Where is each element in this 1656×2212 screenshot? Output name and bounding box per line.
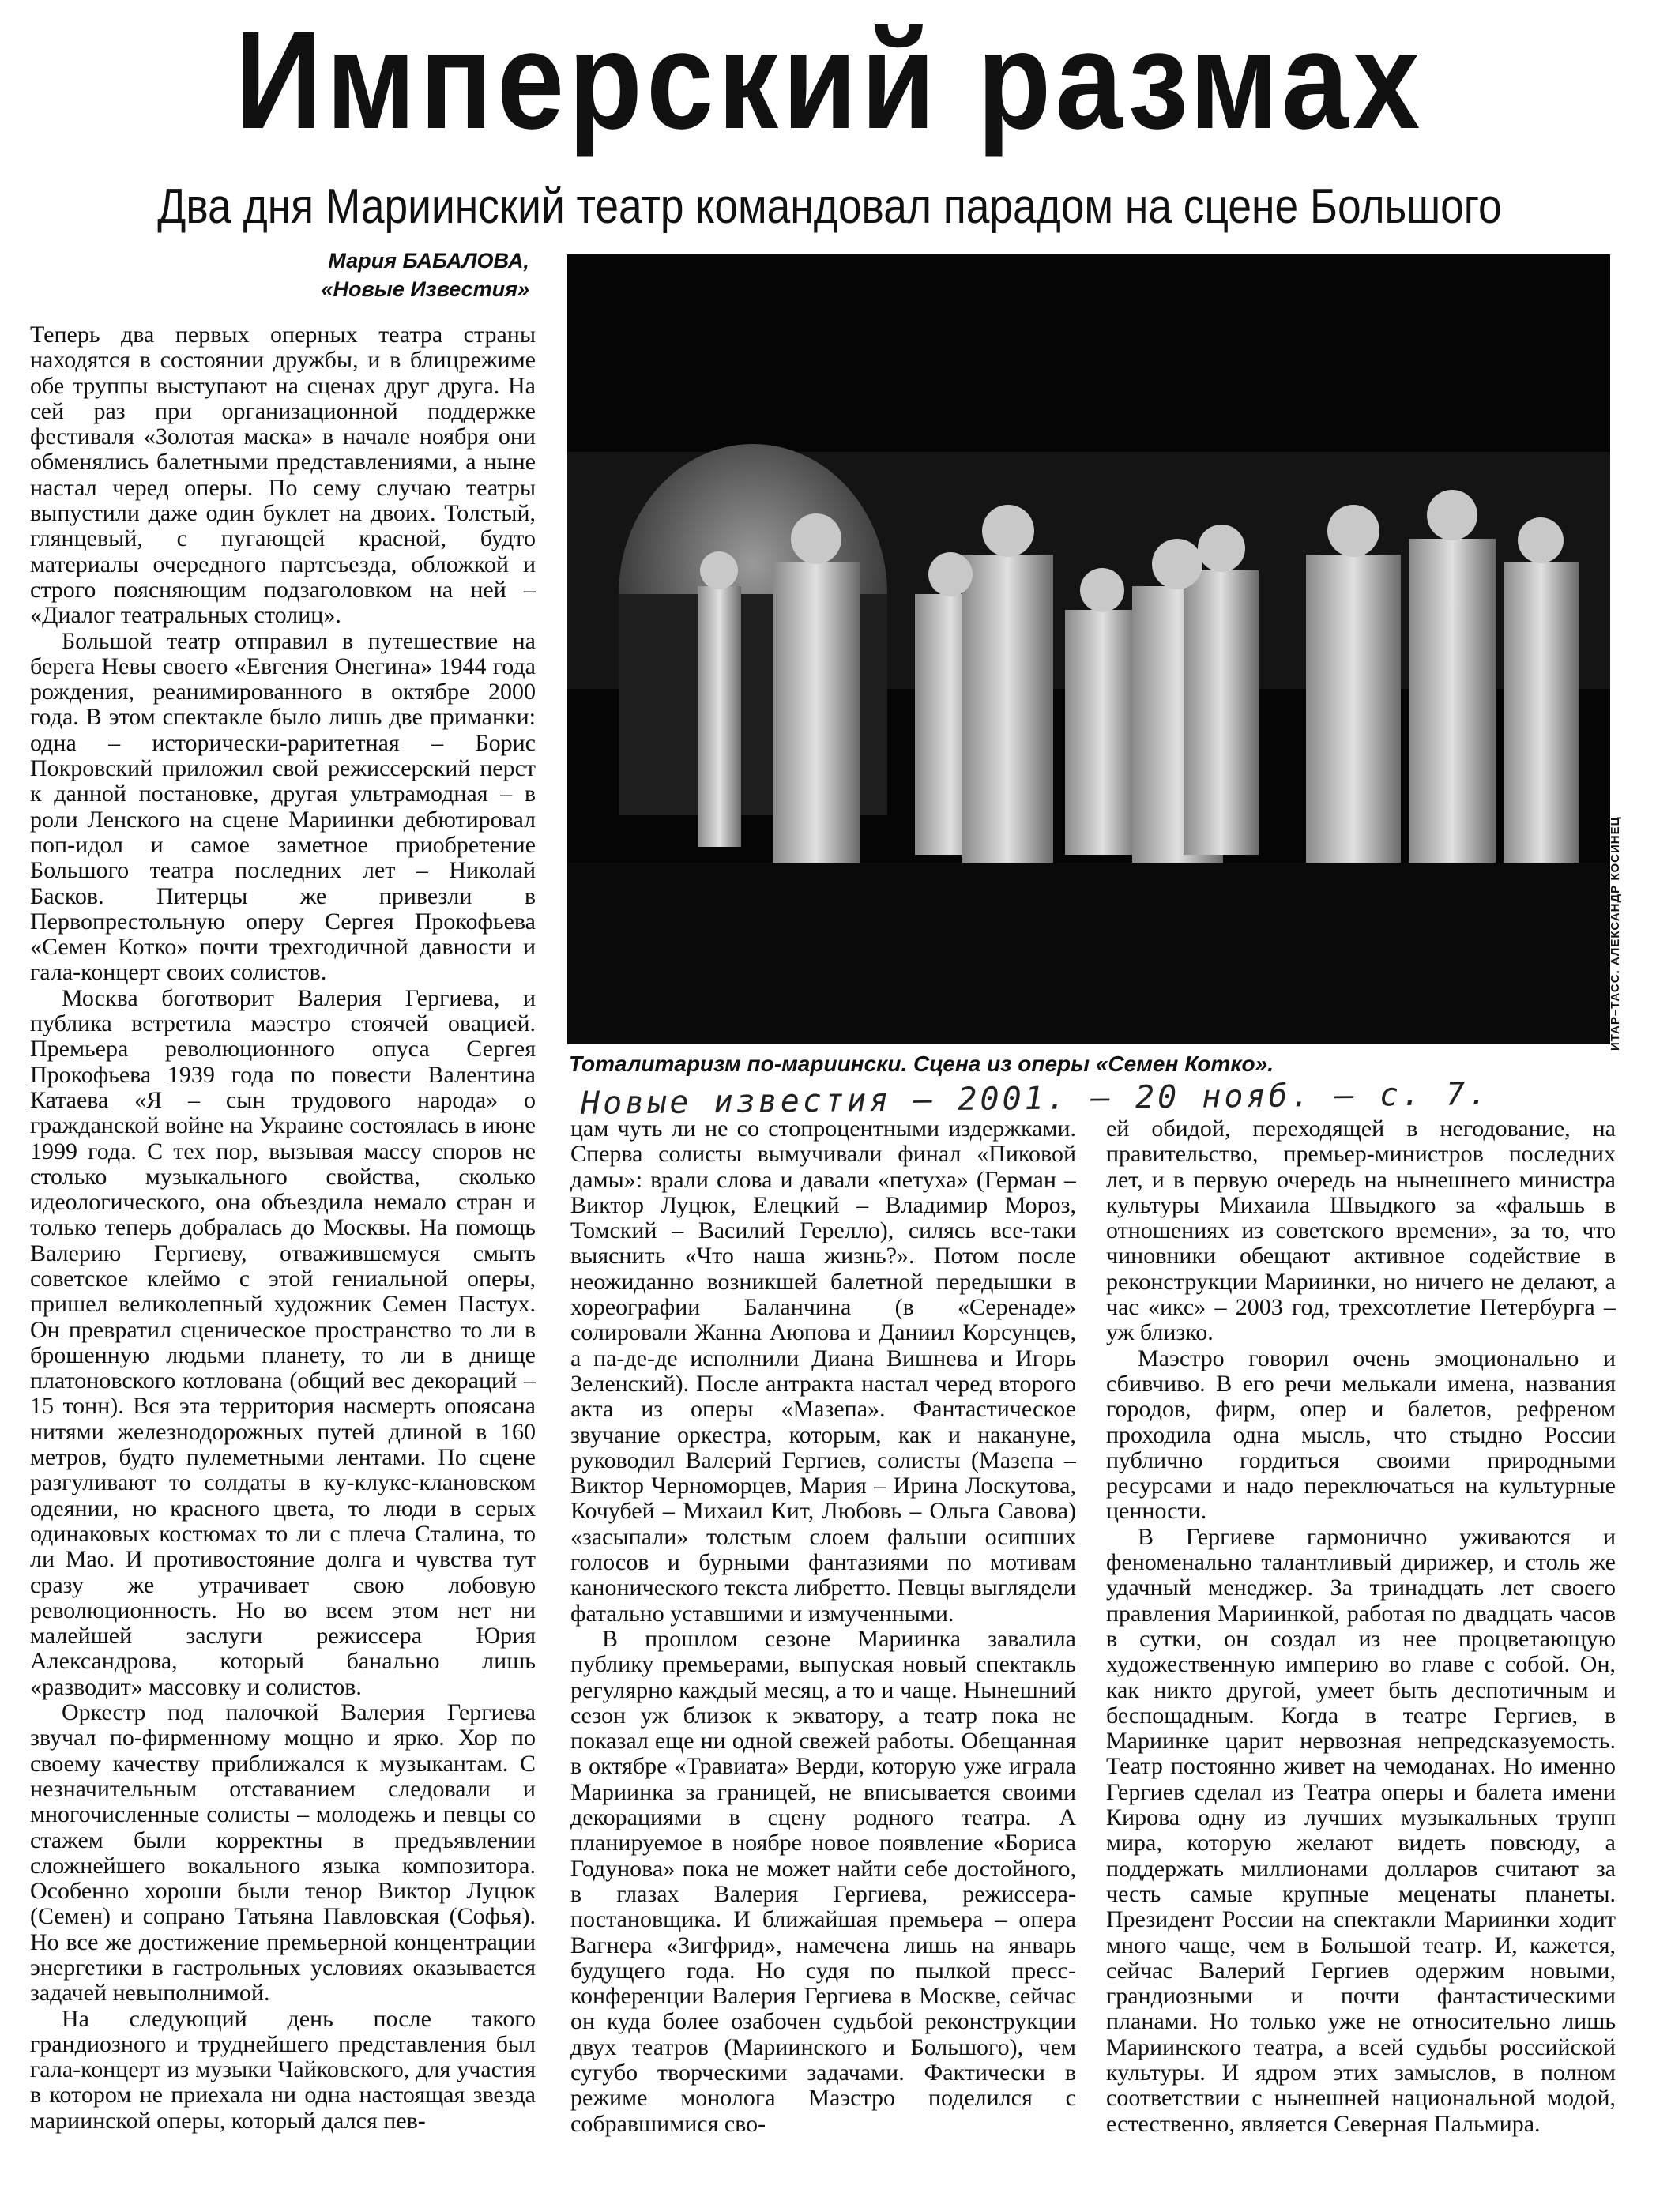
opera-scene-photo — [567, 254, 1610, 1044]
byline-author: Мария БАБАЛОВА, — [328, 249, 529, 273]
paragraph: Большой театр отправил в путешествие на берега Невы своего «Евгения Онегина» 1944 года рождения, реанимированного в октябре 2000 года. В этом спектакле было лишь две приманки: одна – исторически-раритетная – Борис Покровский приложил свой режиссерский перст к данной постановке, другая ультрамодная – в роли Ленского на сцене Мариинки дебютировал поп-идол и самое заметное приобретение Большого театра последних лет – Николай Басков. Питерцы же привезли в Первопрестольную оперу Сергея Прокофьева «Семен Котко» почти трехгодичной давности и гала-концерт своих солистов. — [30, 627, 536, 986]
byline-outlet: «Новые Известия» — [321, 277, 529, 301]
article-column-2 — [570, 1116, 1076, 2212]
paragraph: В Гергиеве гармонично уживаются и феноменально талантливый дирижер, и столь же удачный менеджер. За тринадцать лет своего правления Мариинкой, работая по двадцать часов в сутки, он создал из нее процветающую художественную империю во главе с собой. Он, как никто другой, умеет быть деспотичным и беспощадным. Когда в театре Гергиев, в Мариинке царит нервозная непредсказуемость. Театр постоянно живет на чемоданах. Но именно Гергиев сделал из Театра оперы и балета имени Кирова одну из лучших музыкальных трупп мира, которую желают видеть повсюду, а поддержать миллионами долларов считают за честь самые крупные меценаты планеты. Президент России на спектакли Мариинки ходит много чаще, чем в Большой театр. И, кажется, сейчас Валерий Гергиев одержим новыми, грандиозными и почти фантастическими планами. Но только уже не относительно лишь Мариинского театра, а всей судьбы российской культуры. И ядром этих замыслов, в полном соответствии с нынешней национальной модой, естественно, является Северная Пальмира. — [1106, 1523, 1616, 2137]
paragraph: Москва боготворит Валерия Гергиева, и публика встретила маэстро стоячей овацией. Премьера революционного опуса Сергея Прокофьева 1939 года по повести Валентина Катаева «Я – сын трудового народа» о гражданской войне на Украине состоялась в июне 1999 года. С тех пор, вызывая массу споров не столько музыкального свойства, сколько идеологического, она объездила немало стран и только теперь добралась до Москвы. На помощь Валерию Гергиеву, отважившемуся смыть советское клеймо с этой гениальной оперы, пришел великолепный художник Семен Пастух. Он превратил сценическое пространство то ли в брошенную людьми планету, то ли в днище платоновского котлована (общий вес декораций – 15 тонн). Вся эта территория насмерть опоясана нитями железнодорожных путей длиной в 160 метров, будто пулеметными лентами. По сцене разгуливают то солдаты в ку-клукс-клановском одеянии, но красного цвета, то люди в серых одинаковых костюмах то ли с плеча Сталина, то ли Мао. И противостояние долга и чувства тут сразу же утрачивает свою лобовую революционность. Но во всем этом нет ни малейшей заслуги режиссера Юрия Александрова, который банально лишь «разводит» массовку и солистов. — [30, 984, 536, 1700]
paragraph: Теперь два первых оперных театра страны находятся в состоянии дружбы, и в блицрежиме обе труппы выступают на сценах друг друга. На сей раз при организационной поддержке фестиваля «Золотая маска» в начале ноября они обменялись балетными представлениями, а ныне настал черед оперы. По сему случаю театры выпустили даже один буклет на двоих. Толстый, глянцевый, с пугающей красной, будто материалы очередного партсъезда, обложкой и строго поясняющим подзаголовком на ней – «Диалог театральных столиц». — [30, 322, 536, 629]
photo-credit: ИТАР–ТАСС. АЛЕКСАНДР КОСИНЕЦ — [1609, 816, 1622, 1051]
paragraph: цам чуть ли не со стопроцентными издержками. Сперва солисты вымучивали финал «Пиковой дамы»: врали слова и давали «петуха» (Герман – Виктор Луцюк, Елецкий – Владимир Мороз, Томский – Василий Герелло), силясь все-таки выяснить «Что наша жизнь?». Потом после неожиданно возникшей балетной передышки в хореографии Баланчина (в «Серенаде» солировали Жанна Аюпова и Даниил Корсунцев, а па-де-де исполнили Диана Вишнева и Игорь Зеленский). После антракта настал черед второго акта из оперы «Мазепа». Фантастическое звучание оркестра, которым, как и накануне, руководил Валерий Гергиев, солисты (Мазепа – Виктор Черноморцев, Мария – Ирина Лоскутова, Кочубей – Михаил Кит, Любовь – Ольга Савова) «засыпали» толстым слоем фальши осипших голосов и бурными фантазиями по мотивам канонического текста либретто. Певцы выглядели фатально уставшими и измученными. — [570, 1116, 1076, 1627]
paragraph: Маэстро говорил очень эмоционально и сбивчиво. В его речи мелькали имена, названия городов, фирм, опер и балетов, рефреном проходила одна мысль, что стыдно России публично гордиться своими природными ресурсами и надо переключаться на культурные ценности. — [1106, 1345, 1616, 1525]
photo-caption: Тоталитаризм по-мариински. Сцена из оперы «Семен Котко». — [569, 1051, 1274, 1076]
paragraph: Оркестр под палочкой Валерия Гергиева звучал по-фирменному мощно и ярко. Хор по своему качеству приближался к музыкантам. С незначительным отставанием следовали и многочисленные солисты – молодежь и певцы со стажем были корректны в предъявлении сложнейшего вокального языка композитора. Особенно хороши были тенор Виктор Луцюк (Семен) и сопрано Татьяна Павловская (Софья). Но все же достижение премьерной концентрации энергетики в гастрольных условиях оказывается задачей невыполнимой. — [30, 1699, 536, 2007]
handwritten-citation: Новые известия – 2001. – 20 нояб. – с. 7. — [580, 1075, 1491, 1122]
article-column-1 — [30, 322, 536, 2212]
paragraph: ей обидой, переходящей в негодование, на правительство, премьер-министров последних лет, и в первую очередь на нынешнего министра культуры Михаила Швыдкого за «фальшь в отношениях из советского времени», за то, что чиновники обещают активное содействие в реконструкции Мариинки, но ничего не делают, а час «икс» – 2003 год, трехсотлетие Петербурга – уж близко. — [1106, 1116, 1616, 1346]
article-column-3 — [1106, 1116, 1616, 2212]
subheadline: Два дня Мариинский театр командовал парадом на сцене Большого — [157, 179, 1502, 234]
headline: Имперский размах — [235, 3, 1425, 158]
paragraph: На следующий день после такого грандиозного и труднейшего представления был гала-концерт из музыки Чайковского, для участия в котором не приехала ни одна настоящая звезда мариинской оперы, который дался пев- — [30, 2005, 536, 2134]
byline — [237, 246, 529, 303]
paragraph: В прошлом сезоне Мариинка завалила публику премьерами, выпуская новый спектакль регулярно каждый месяц, а то и чаще. Нынешний сезон уж близок к экватору, а театр пока не показал еще ни одной свежей работы. Обещанная в октябре «Травиата» Верди, которую уже играла Мариинка за границей, не вписывается своими декорациями в сцену родного театра. А планируемое в ноябре новое появление «Бориса Годунова» пока не может найти себе достойного, в глазах Валерия Гергиева, режиссера-постановщика. И ближайшая премьера – опера Вагнера «Зигфрид», намечена лишь на январь будущего года. Но судя по пылкой пресс-конференции Валерия Гергиева в Москве, сейчас он куда более озабочен судьбой реконструкции двух театров (Мариинского и Большого), чем сугубо творческими задачами. Фактически в режиме монолога Маэстро поделился с собравшимися сво- — [570, 1625, 1076, 2137]
photo-illustration — [567, 254, 1610, 1044]
